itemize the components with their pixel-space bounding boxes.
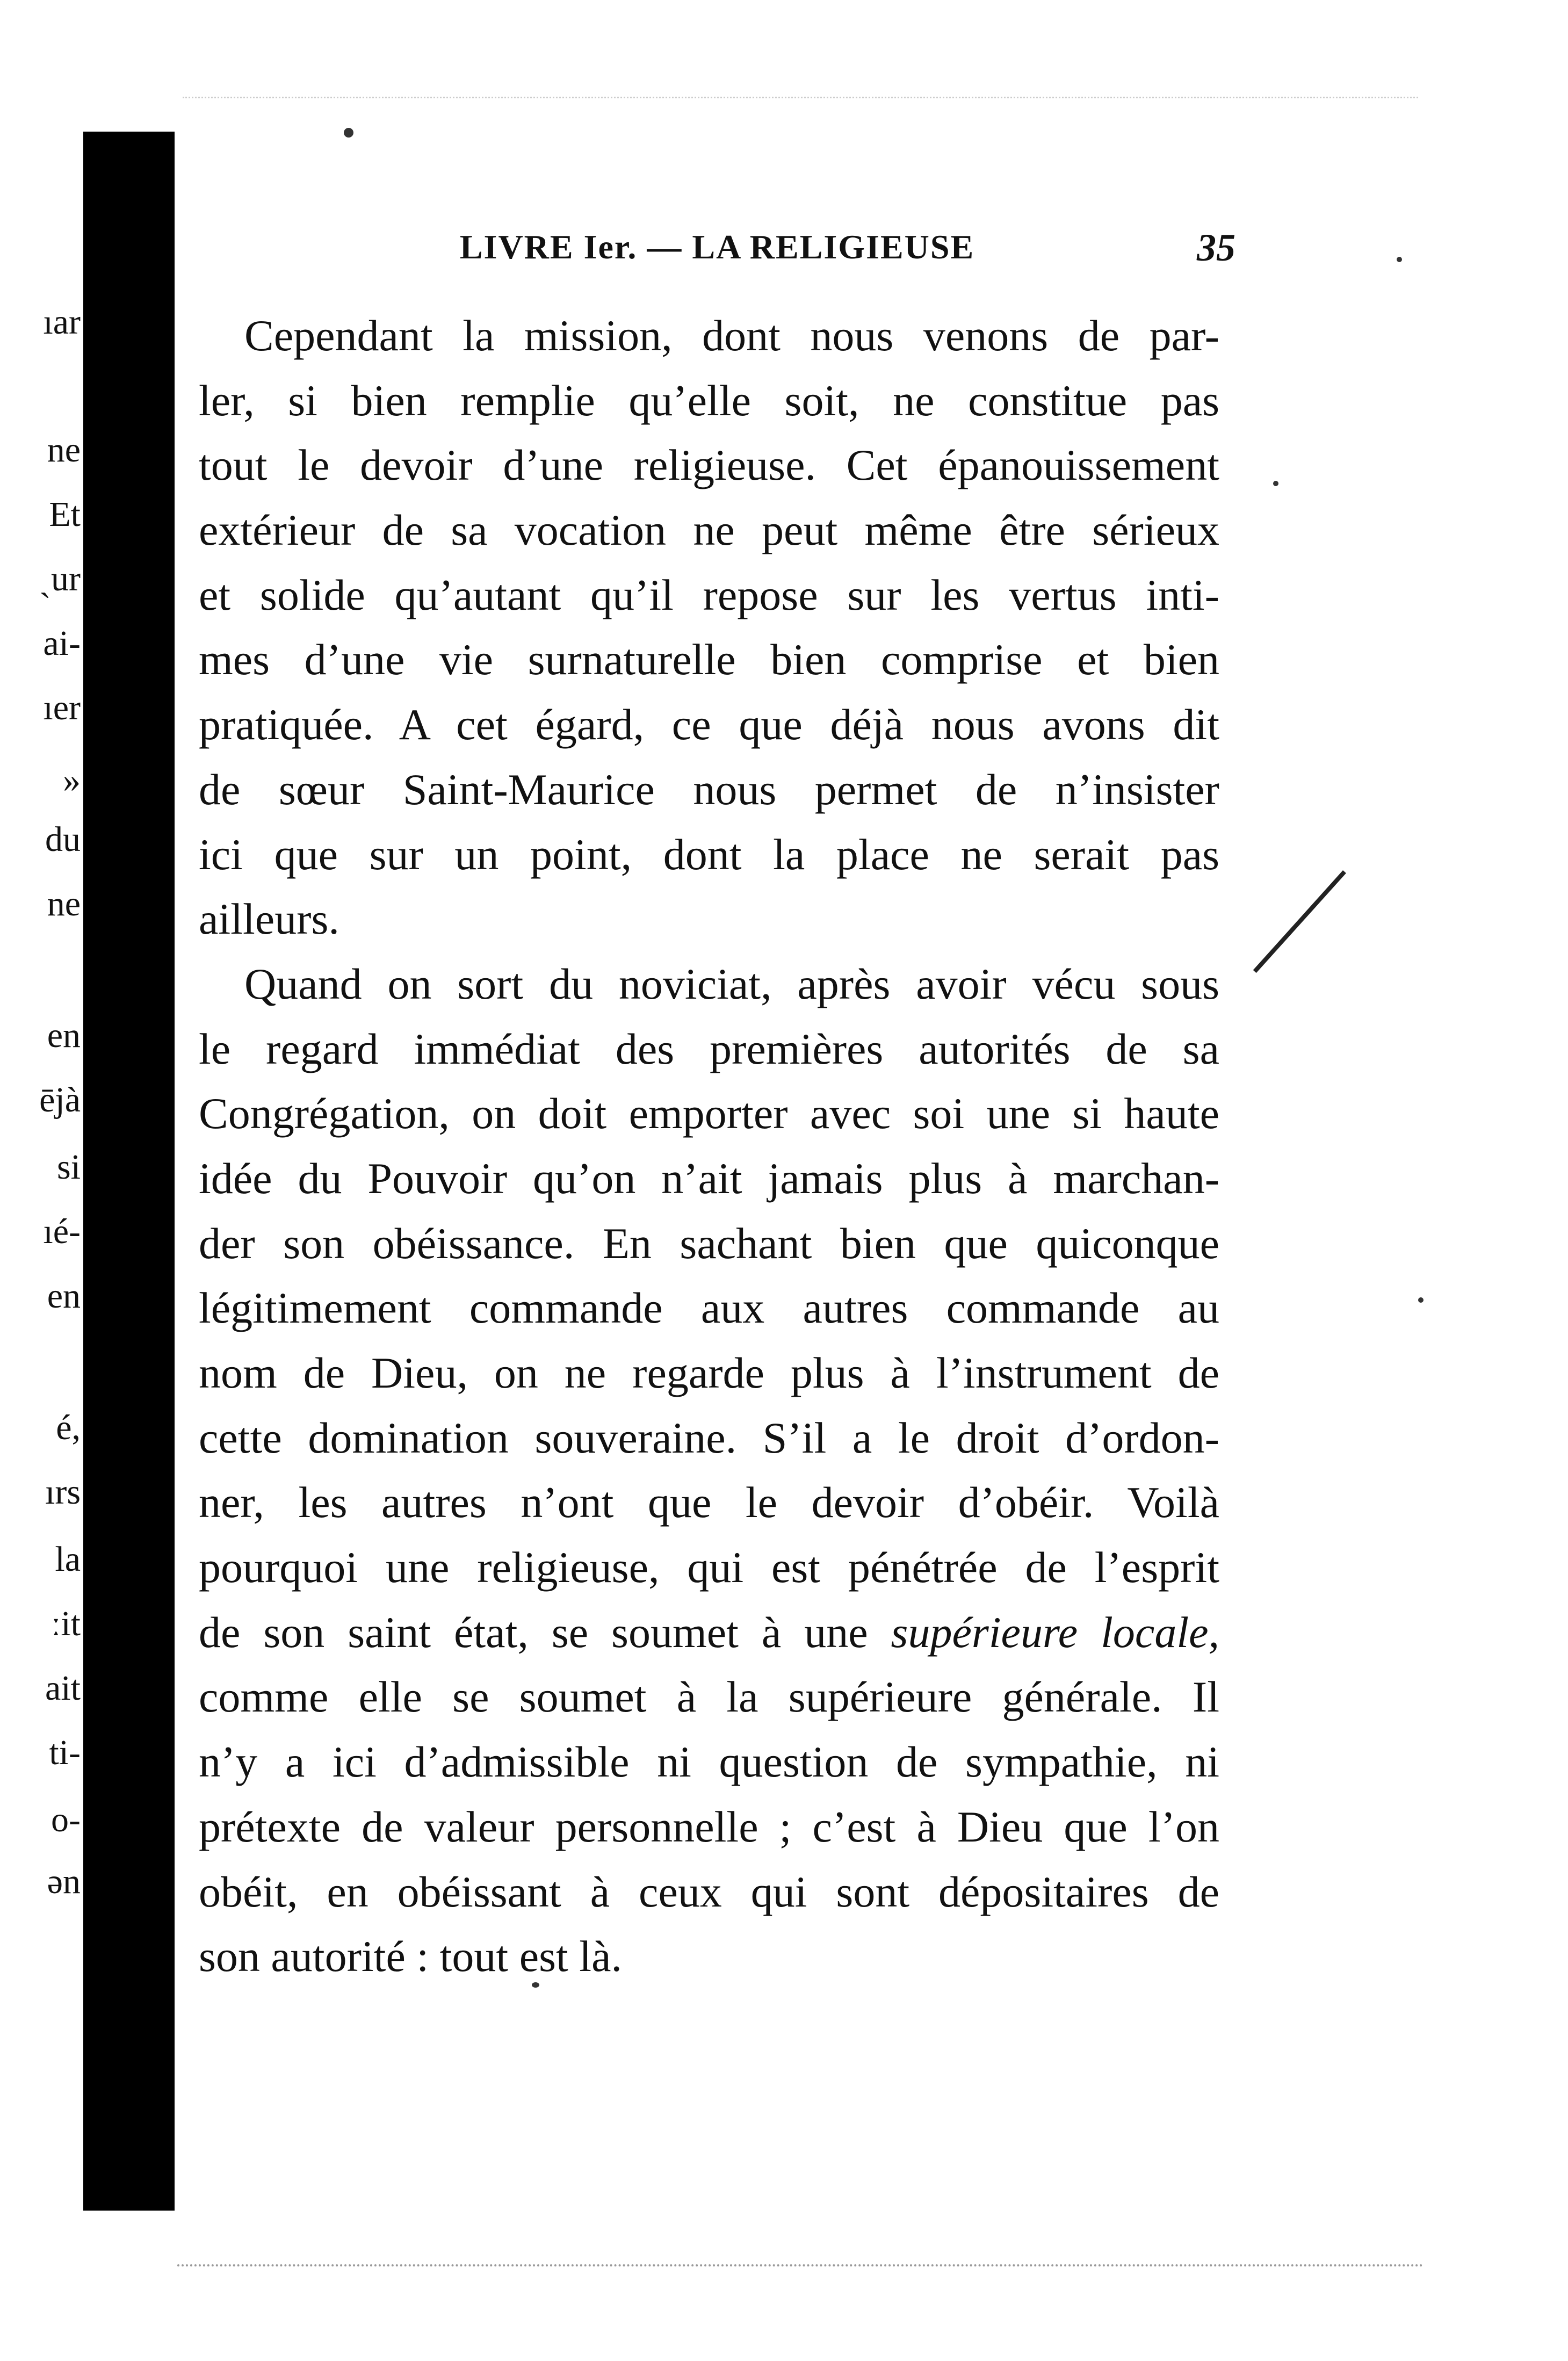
text-line: nom de Dieu, on ne regarde plus à l’instrument de [199,1348,1219,1397]
facing-page-margin [0,0,81,2361]
margin-fragment: ējà [39,1080,81,1120]
margin-fragment: ırs [45,1472,81,1512]
text-line: ici que sur un point, dont la place ne serait pas [199,829,1219,879]
text-line: Cependant la mission, dont nous venons de par- [244,311,1219,360]
margin-fragment: é, [56,1408,81,1447]
text-line: et solide qu’autant qu’il repose sur les vertus inti- [199,570,1219,619]
page-number: 35 [1197,226,1235,269]
text-segment: de son saint état, se soumet à une [199,1607,868,1657]
text-line: idée du Pouvoir qu’on n’ait jamais plus à marchan- [199,1153,1219,1203]
text-line: Quand on sort du noviciat, après avoir vécu sous [244,959,1219,1008]
text-line: pourquoi une religieuse, qui est pénétrée de l’esprit [199,1543,1219,1592]
margin-fragment: ːit [50,1604,81,1643]
margin-fragment: ıé- [43,1212,81,1251]
scan-noise-bottom [177,2264,1424,2269]
margin-fragment: Et [49,495,81,534]
text-line: de sœur Saint-Maurice nous permet de n’insister [199,764,1219,814]
margin-fragment: ai- [43,624,81,663]
text-line-with-italic [199,1600,1219,1665]
binding-shadow [83,132,175,2211]
margin-fragment: en [47,1016,81,1055]
text-line: mes d’une vie surnaturelle bien comprise et bien [199,635,1219,684]
scan-noise-top [183,97,1418,100]
margin-fragment: en [47,1276,81,1316]
margin-fragment: ıar [43,302,81,342]
ink-speck [1397,257,1402,262]
text-line: son autorité : tout est là. [199,1932,622,1981]
margin-fragment: ˏur [39,559,81,598]
margin-fragment: ıer [43,688,81,727]
text-line: ner, les autres n’ont que le devoir d’obéir. Voilà [199,1478,1219,1527]
paragraph [199,952,1219,1989]
text-line: ler, si bien remplie qu’elle soit, ne constitue pas [199,376,1219,425]
text-line: légitimement commande aux autres commande au [199,1283,1219,1333]
margin-fragment: ne [47,884,81,923]
text-line: n’y a ici d’admissible ni question de sympathie, ni [199,1737,1219,1787]
header-title: LIVRE Ier. — LA RELIGIEUSE [459,228,975,266]
margin-fragment: la [55,1540,81,1579]
margin-fragment: o- [51,1800,81,1839]
ink-speck [344,128,353,138]
text-line: obéit, en obéissant à ceux qui sont dépositaires de [199,1867,1219,1916]
scan-mark [1253,870,1346,973]
ink-speck [1273,481,1278,486]
text-line: extérieur de sa vocation ne peut même être sérieux [199,506,1219,555]
paragraph [199,304,1219,952]
margin-fragment: ti- [49,1733,81,1772]
text-line: cette domination souveraine. S’il a le droit d’ordon- [199,1413,1219,1462]
margin-fragment: ait [45,1669,81,1708]
ink-speck [1418,1297,1424,1303]
text-line: pratiquée. A cet égard, ce que déjà nous avons dit [199,700,1219,749]
text-line: le regard immédiat des premières autorités de sa [199,1024,1219,1073]
margin-fragment: ne [47,430,81,470]
text-line: ailleurs. [199,894,339,944]
text-line: Congrégation, on doit emporter avec soi une si haute [199,1089,1219,1138]
text-line: der son obéissance. En sachant bien que quiconque [199,1218,1219,1268]
margin-fragment: du [45,820,81,859]
margin-fragment: si [56,1147,81,1187]
italic-phrase: supérieure locale, [891,1607,1220,1657]
margin-fragment: ən [47,1862,81,1901]
text-line: comme elle se soumet à la supérieure générale. Il [199,1672,1219,1722]
text-body [199,304,1219,1989]
ink-speck [532,1982,539,1988]
text-line: prétexte de valeur personnelle ; c’est à Dieu que l’on [199,1802,1219,1851]
running-header [199,225,1235,273]
text-line: tout le devoir d’une religieuse. Cet épanouissement [199,441,1219,490]
margin-fragment: » [63,761,81,800]
